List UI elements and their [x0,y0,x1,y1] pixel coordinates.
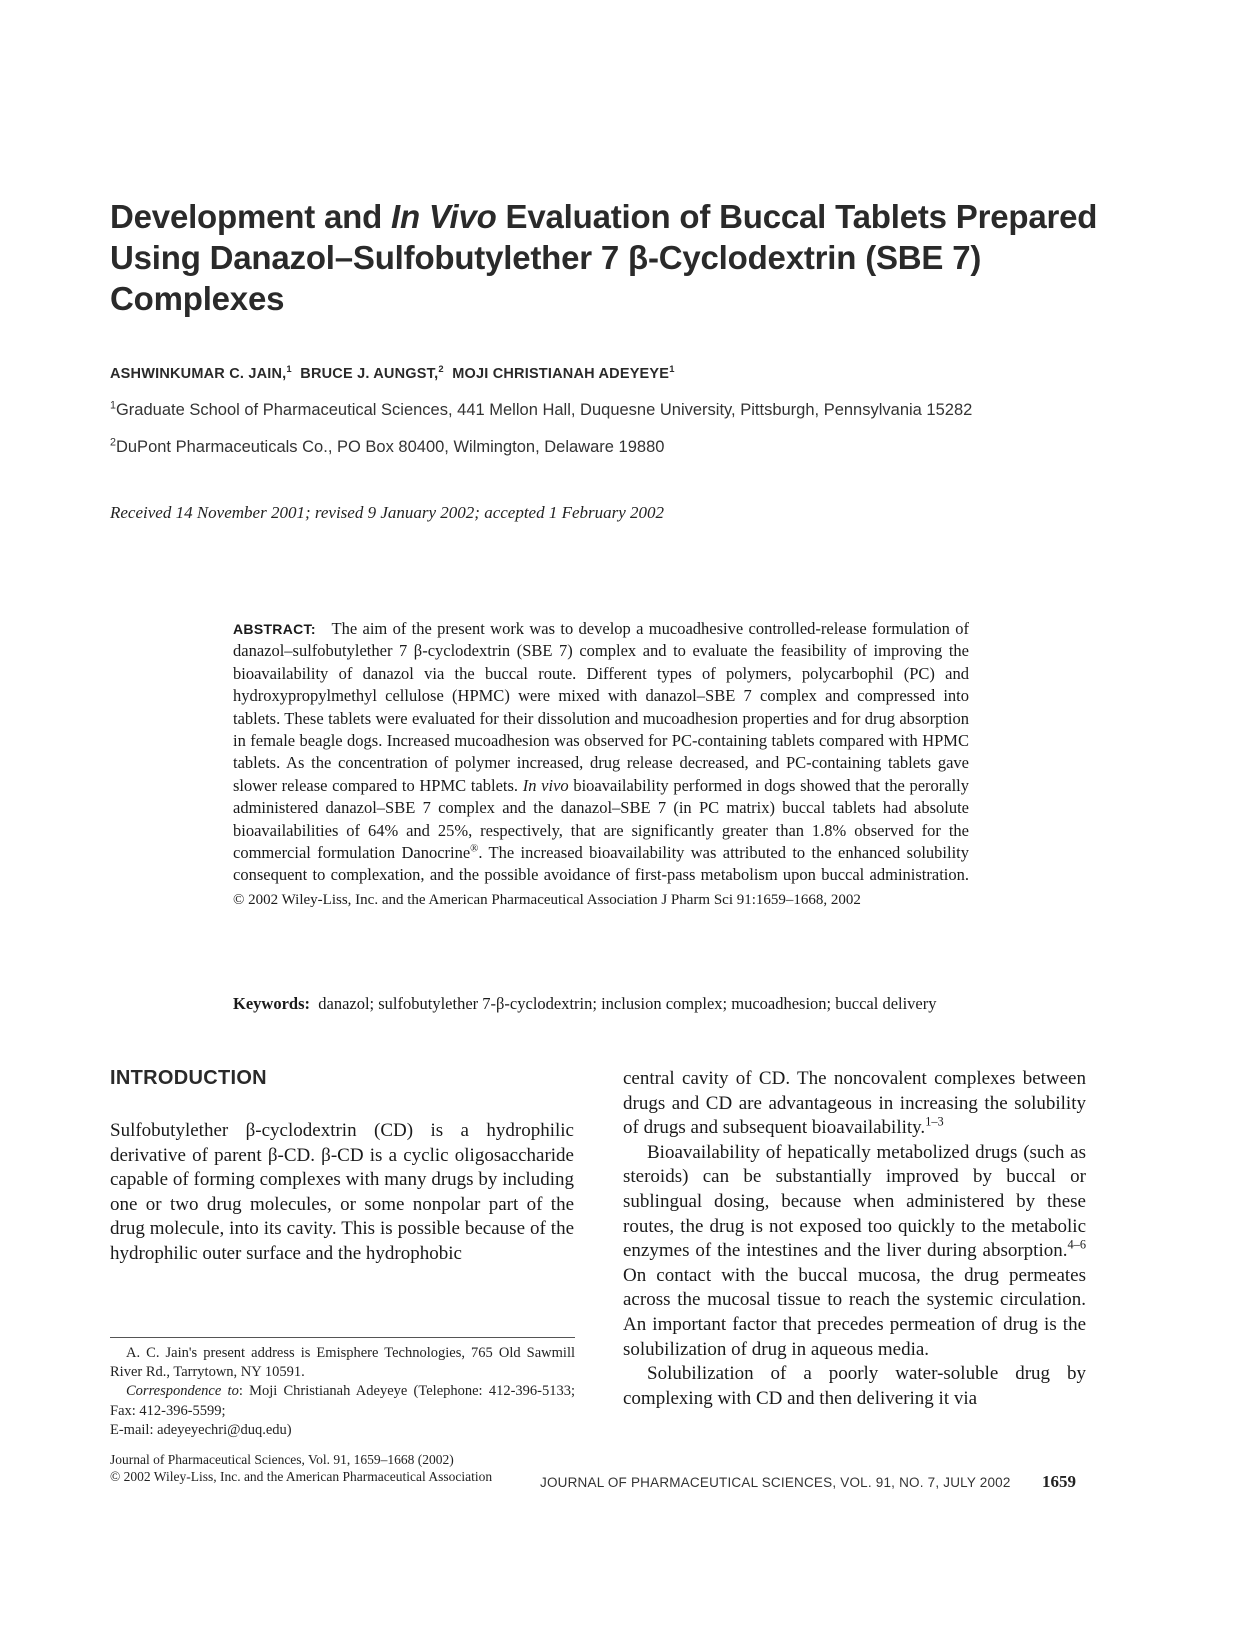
journal-reference: Journal of Pharmaceutical Sciences, Vol. 91, 1659–1668 (2002) © 2002 Wiley-Liss, Inc. and the American Pharmaceutical Association [110,1452,493,1484]
abstract: ABSTRACT: The aim of the present work was to develop a mucoadhesive controlled-release formulation of danazol–sulfobutylether 7 β-cyclodextrin (SBE 7) complex and to evaluate the feasibility of improving the bioavailability of danazol via the buccal route. Different types of polymers, polycarbophil (PC) and hydroxypropylmethyl cellulose (HPMC) were mixed with danazol–SBE 7 complex and compressed into tablets. These tablets were evaluated for their dissolution and mucoadhesion properties and for drug absorption in female beagle dogs. Increased mucoadhesion was observed for PC-containing tablets compared with HPMC tablets. As the concentration of polymer increased, drug release decreased, and PC-containing tablets gave slower release compared to HPMC tablets. In vivo bioavailability performed in dogs showed that the perorally administered danazol–SBE 7 complex and the danazol–SBE 7 (in PC matrix) buccal tablets had absolute bioavailabilities of 64% and 25%, respectively, that are significantly greater than 1.8% observed for the commercial formulation Danocrine®. The increased bioavailability was attributed to the enhanced solubility consequent to complexation, and the possible avoidance of first-pass metabolism upon buccal administration. © 2002 Wiley-Liss, Inc. and the American Pharmaceutical Association J Pharm Sci 91:1659–1668, 2002 [233,619,970,908]
author-name: ASHWINKUMAR C. JAIN, [110,366,287,382]
body-paragraph: Sulfobutylether β-cyclodextrin (CD) is a hydrophilic derivative of parent β-CD. β-CD is a cyclic oligosaccharide capable of forming complexes with many drugs by including one or two drug molecules, or some nonpolar part of the drug molecule, into its cavity. This is possible because of the hydrophilic outer surface and the hydrophobic [110,1120,574,1264]
article-title: Development and In Vivo Evaluation of Buccal Tablets Prepared Using Danazol–Sulfobutylether 7 β-Cyclodextrin (SBE 7) Complexes [110,198,1098,317]
body-paragraph: Solubilization of a poorly water-soluble drug by complexing with CD and then delivering it via [623,1363,1086,1409]
page-number: 1659 [1042,1472,1076,1491]
footnotes [110,1344,575,1440]
body-column-right [623,1067,1086,1411]
abstract-label: ABSTRACT: [233,621,316,637]
keywords: Keywords: danazol; sulfobutylether 7-β-cyclodextrin; inclusion complex; mucoadhesion; buccal delivery [233,994,937,1013]
affiliation: $^1$Graduate School of Pharmaceutical Sciences, 441 Mellon Hall, Duquesne University, Pittsburgh, Pennsylvania 15282 [110,399,973,419]
author-name: MOJI CHRISTIANAH ADEYEYE [452,366,670,382]
footnote-address: A. C. Jain's present address is Emisphere Technologies, 765 Old Sawmill River Rd., Tarrytown, NY 10591. [110,1345,575,1381]
author-list: ASHWINKUMAR C. JAIN,$^1$ BRUCE J. AUNGST,$^2$ MOJI CHRISTIANAH ADEYEYE$^1$ [110,363,675,382]
footnote-divider [110,1337,575,1338]
received-dates: Received 14 November 2001; revised 9 January 2002; accepted 1 February 2002 [110,503,665,522]
author-name: BRUCE J. AUNGST, [300,366,439,382]
section-heading: INTRODUCTION [110,1067,267,1089]
affiliation: $^2$DuPont Pharmaceuticals Co., PO Box 80400, Wilmington, Delaware 19880 [110,436,665,456]
keywords-label: Keywords: [233,994,310,1013]
body-paragraph: Bioavailability of hepatically metabolized drugs (such as steroids) can be substantially improved by buccal or sublingual dosing, because when administered by these routes, the drug is not exposed too quickly to the metabolic enzymes of the intestines and the liver during absorption.$^{4-6}$ On contact with the buccal mucosa, the drug permeates across the mucosal tissue to reach the systemic circulation. An important factor that precedes permeation of drug is the solubilization of drug in aqueous media. [623,1141,1086,1360]
running-footer: JOURNAL OF PHARMACEUTICAL SCIENCES, VOL. 91, NO. 7, JULY 2002 [540,1475,1011,1490]
body-paragraph: central cavity of CD. The noncovalent complexes between drugs and CD are advantageous in increasing the solubility of drugs and subsequent bioavailability.$^{1-3}$ [623,1068,1086,1139]
footnote-correspondence: Correspondence to: Moji Christianah Adeyeye (Telephone: 412-396-5133; Fax: 412-396-5599; [110,1383,576,1419]
footnote-email: E-mail: adeyeyechri@duq.edu) [110,1421,292,1438]
